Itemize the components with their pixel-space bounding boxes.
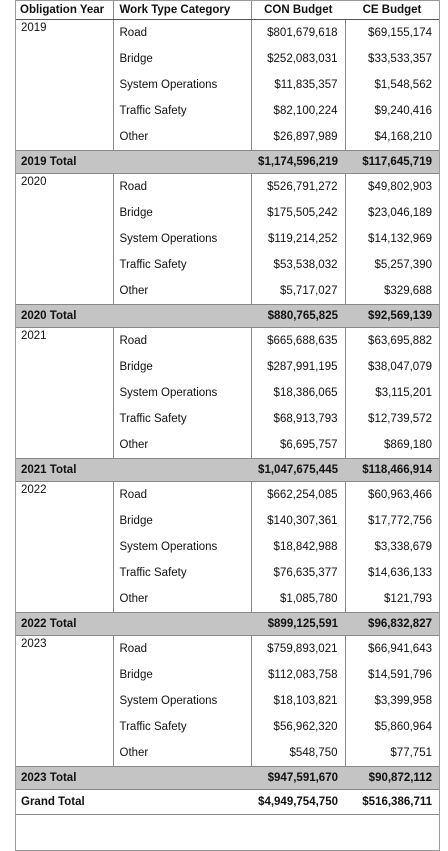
ce-budget-cell: $3,399,958: [374, 695, 432, 707]
subtotal-row: [15, 613, 439, 636]
category-cell: System Operations: [113, 226, 251, 252]
header-work-type-category: Work Type Category: [113, 0, 251, 20]
ce-budget-cell: $69,155,174: [368, 27, 432, 39]
subtotal-con-budget: $947,591,670: [251, 767, 345, 790]
con-budget-cell: $18,386,065: [251, 380, 345, 406]
con-budget-cell: $140,307,361: [251, 508, 345, 534]
ce-budget-cell: $60,963,466: [368, 489, 432, 501]
year-cell: 2023: [15, 636, 113, 767]
subtotal-con-budget: $1,047,675,445: [251, 459, 345, 482]
con-budget-cell: $801,679,618: [251, 20, 345, 47]
category-cell: System Operations: [113, 688, 251, 714]
con-budget-cell: $662,254,085: [251, 482, 345, 509]
subtotal-row: [15, 151, 439, 174]
subtotal-row: [15, 305, 439, 328]
ce-budget-cell: $5,860,964: [374, 721, 432, 733]
category-cell: Bridge: [113, 200, 251, 226]
table-row: [15, 328, 439, 355]
subtotal-ce-budget: $96,832,827: [345, 613, 439, 636]
con-budget-cell: $548,750: [251, 740, 345, 767]
ce-budget-cell: $3,338,679: [374, 541, 432, 553]
con-budget-cell: $119,214,252: [251, 226, 345, 252]
subtotal-label: 2021 Total: [15, 459, 251, 482]
con-budget-cell: $5,717,027: [251, 278, 345, 305]
subtotal-label: 2019 Total: [15, 151, 251, 174]
subtotal-ce-budget: $118,466,914: [345, 459, 439, 482]
category-cell: Traffic Safety: [113, 406, 251, 432]
ce-budget-cell: $3,115,201: [375, 387, 432, 399]
con-budget-cell: $18,842,988: [251, 534, 345, 560]
ce-budget-cell: $329,688: [384, 285, 432, 297]
subtotal-con-budget: $880,765,825: [251, 305, 345, 328]
subtotal-con-budget: $899,125,591: [251, 613, 345, 636]
grand-total-row: [15, 790, 439, 815]
grand-total-label: Grand Total: [15, 790, 251, 815]
con-budget-cell: $1,085,780: [251, 586, 345, 613]
ce-budget-cell: $4,168,210: [374, 131, 432, 143]
ce-budget-cell: $23,046,189: [368, 207, 432, 219]
year-cell: 2022: [15, 482, 113, 613]
ce-budget-cell: $38,047,079: [368, 361, 432, 373]
subtotal-ce-budget: $90,872,112: [345, 767, 439, 790]
ce-budget-cell: $5,257,390: [374, 259, 432, 271]
con-budget-cell: $18,103,821: [251, 688, 345, 714]
category-cell: Bridge: [113, 354, 251, 380]
ce-budget-cell: $14,591,796: [368, 669, 432, 681]
category-cell: Other: [113, 740, 251, 767]
con-budget-cell: $6,695,757: [251, 432, 345, 459]
ce-budget-cell: $63,695,882: [368, 335, 432, 347]
con-budget-cell: $53,538,032: [251, 252, 345, 278]
grand-total-ce-budget: $516,386,711: [345, 790, 439, 815]
category-cell: Other: [113, 278, 251, 305]
ce-budget-cell: $17,772,756: [368, 515, 432, 527]
con-budget-cell: $252,083,031: [251, 46, 345, 72]
year-cell: 2021: [15, 328, 113, 459]
ce-budget-cell: $12,739,572: [368, 413, 432, 425]
con-budget-cell: $112,083,758: [251, 662, 345, 688]
category-cell: Road: [113, 636, 251, 663]
subtotal-row: [15, 767, 439, 790]
year-cell: 2020: [15, 174, 113, 305]
grand-total-con-budget: $4,949,754,750: [251, 790, 345, 815]
ce-budget-cell: $33,533,357: [368, 53, 432, 65]
ce-budget-cell: $14,636,133: [368, 567, 432, 579]
header-con-budget: CON Budget: [251, 0, 345, 20]
category-cell: Traffic Safety: [113, 98, 251, 124]
con-budget-cell: $287,991,195: [251, 354, 345, 380]
con-budget-cell: $68,913,793: [251, 406, 345, 432]
table-body: [15, 20, 439, 815]
subtotal-ce-budget: $92,569,139: [345, 305, 439, 328]
category-cell: Road: [113, 20, 251, 47]
category-cell: Bridge: [113, 662, 251, 688]
con-budget-cell: $665,688,635: [251, 328, 345, 355]
ce-budget-cell: $77,751: [390, 747, 432, 759]
category-cell: Bridge: [113, 46, 251, 72]
category-cell: Traffic Safety: [113, 560, 251, 586]
con-budget-cell: $526,791,272: [251, 174, 345, 201]
subtotal-label: 2020 Total: [15, 305, 251, 328]
table-row: [15, 20, 439, 47]
con-budget-cell: $82,100,224: [251, 98, 345, 124]
con-budget-cell: $56,962,320: [251, 714, 345, 740]
year-cell: 2019: [15, 20, 113, 151]
table-row: [15, 636, 439, 663]
category-cell: Other: [113, 586, 251, 613]
category-cell: Road: [113, 328, 251, 355]
ce-budget-cell: $49,802,903: [368, 181, 432, 193]
ce-budget-cell: $869,180: [384, 439, 432, 451]
ce-budget-cell: $14,132,969: [368, 233, 432, 245]
header-row: [15, 0, 439, 20]
con-budget-cell: $76,635,377: [251, 560, 345, 586]
subtotal-label: 2023 Total: [15, 767, 251, 790]
header-ce-budget: CE Budget: [345, 0, 439, 20]
subtotal-ce-budget: $117,645,719: [345, 151, 439, 174]
ce-budget-cell: $9,240,416: [374, 105, 432, 117]
table-row: [15, 482, 439, 509]
ce-budget-cell: $1,548,562: [374, 79, 432, 91]
con-budget-cell: $759,893,021: [251, 636, 345, 663]
category-cell: Bridge: [113, 508, 251, 534]
table-row: [15, 174, 439, 201]
header-obligation-year: Obligation Year: [15, 0, 113, 20]
ce-budget-cell: $66,941,643: [368, 643, 432, 655]
con-budget-cell: $26,897,989: [251, 124, 345, 151]
subtotal-con-budget: $1,174,596,219: [251, 151, 345, 174]
budget-table: [15, 0, 439, 815]
con-budget-cell: $11,835,357: [251, 72, 345, 98]
category-cell: Traffic Safety: [113, 714, 251, 740]
category-cell: System Operations: [113, 534, 251, 560]
category-cell: Road: [113, 482, 251, 509]
subtotal-row: [15, 459, 439, 482]
subtotal-label: 2022 Total: [15, 613, 251, 636]
ce-budget-cell: $121,793: [384, 593, 432, 605]
category-cell: Other: [113, 124, 251, 151]
category-cell: Other: [113, 432, 251, 459]
con-budget-cell: $175,505,242: [251, 200, 345, 226]
category-cell: System Operations: [113, 72, 251, 98]
category-cell: System Operations: [113, 380, 251, 406]
category-cell: Traffic Safety: [113, 252, 251, 278]
category-cell: Road: [113, 174, 251, 201]
